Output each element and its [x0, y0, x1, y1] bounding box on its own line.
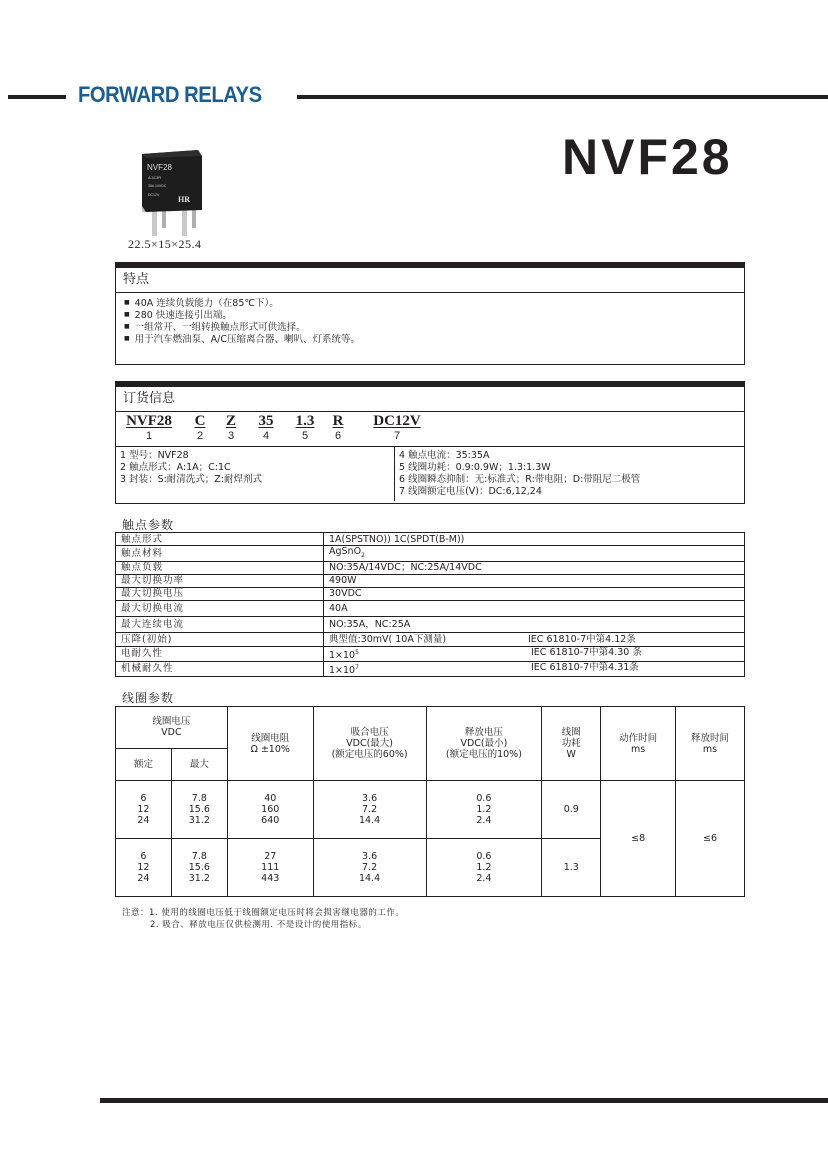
svg-text:DC12V: DC12V — [148, 193, 160, 197]
desc-line: 6 线圈瞬态抑制：无:标准式；R:带电阻；D:带阻尼二极管 — [399, 474, 641, 485]
ordering-section — [115, 381, 745, 504]
desc-line: 1 型号：NVF28 — [120, 450, 189, 461]
feature-item: ■ 40A 连续负载能力（在85℃下）。 — [124, 297, 744, 309]
features-section — [115, 262, 745, 365]
header-pickup-voltage: 吸合电压 VDC(最大) (额定电压的60%) — [313, 707, 426, 781]
operate-time-value: ≤8 — [601, 781, 676, 897]
footer-rule — [100, 1098, 828, 1103]
code-enclosure: Z 3 — [225, 413, 236, 442]
table-row: 最大切换电流 40A — [116, 600, 745, 616]
model-title: NVF28 — [562, 129, 733, 185]
desc-line: 3 封装：S:耐清洗式；Z:耐焊剂式 — [120, 474, 263, 485]
ordering-code-row — [116, 412, 744, 447]
table-row: 触点负载 NO:35A/14VDC；NC:25A/14VDC — [116, 561, 745, 574]
code-model: NVF28 1 — [126, 413, 172, 442]
header-release-time: 释放时间 ms — [676, 707, 745, 781]
ordering-title: 订货信息 — [116, 387, 744, 412]
header-max: 最大 — [171, 749, 227, 781]
desc-line: 5 线圈功耗：0.9:0.9W；1.3:1.3W — [399, 462, 551, 473]
notes-label: 注意： — [122, 908, 150, 918]
svg-text:A 513R: A 513R — [148, 175, 162, 180]
table-row: 触点材料 AgSnO$_2$ — [116, 546, 745, 562]
code-coil-power: 1.3 5 — [295, 413, 315, 442]
table-row: 6 12 24 7.8 15.6 31.2 40 160 640 3.6 7.2 14.4 0.6 1.2 2.4 0.9 ≤8 ≤6 — [116, 781, 745, 839]
header-rule-left — [8, 95, 66, 99]
ordering-desc-right — [395, 447, 644, 501]
desc-line: 7 线圈额定电压(V)：DC:6,12,24 — [399, 486, 542, 497]
code-coil-suppression: R 6 — [332, 413, 344, 442]
table-row: 最大切换电压 30VDC — [116, 587, 745, 600]
standard-ref: IEC 61810-7中第4.30 条 — [531, 646, 642, 658]
table-row: 触点形式 1A(SPSTNO)) 1C(SPDT(B-M)) — [116, 533, 745, 546]
features-title: 特点 — [116, 268, 744, 293]
features-list — [116, 293, 744, 345]
table-row: 机械耐久性 $1\times 10^7$ IEC 61810-7中第4.31条 — [116, 661, 745, 676]
code-contact-current: 35 4 — [258, 413, 274, 442]
notes — [122, 907, 404, 931]
dimensions-label: 22.5×15×25.4 — [128, 237, 202, 251]
release-time-value: ≤6 — [676, 781, 745, 897]
header-coil-resistance: 线圈电阻 Ω ±10% — [227, 707, 313, 781]
svg-text:HR: HR — [178, 195, 190, 204]
note-item: 2. 吸合、释放电压仅供检测用. 不是设计的使用指标。 — [150, 920, 367, 930]
relay-product-image — [136, 148, 206, 238]
feature-item: ■ 一组常开、一组转换触点形式可供选择。 — [124, 321, 744, 333]
header-rule-right — [297, 95, 828, 99]
ordering-desc-left — [116, 447, 395, 501]
feature-item: ■ 用于汽车燃油泵、A/C压缩离合器、喇叭、灯系统等。 — [124, 333, 744, 345]
header-rated: 额定 — [116, 749, 172, 781]
note-item: 1. 使用的线圈电压低于线圈额定电压时将会损害继电器的工作。 — [149, 908, 405, 918]
desc-line: 4 触点电流：35:35A — [399, 450, 490, 461]
coil-params-title: 线圈参数 — [122, 691, 175, 705]
table-row: 电耐久性 $1\times 10^5$ IEC 61810-7中第4.30 条 — [116, 646, 745, 661]
feature-item: ■ 280 快速连接引出端。 — [124, 309, 744, 321]
coil-params-table — [115, 706, 745, 897]
contact-params-title: 触点参数 — [122, 518, 175, 532]
svg-text:NVF28: NVF28 — [147, 163, 172, 172]
table-row: 压降(初始) 典型值:30mV( 10A下测量) IEC 61810-7中第4.12条 — [116, 632, 745, 646]
standard-ref: IEC 61810-7中第4.12条 — [528, 633, 636, 645]
standard-ref: IEC 61810-7中第4.31条 — [531, 661, 639, 673]
ordering-descriptions — [116, 447, 744, 501]
header-coil-power: 线圈 功耗 W — [542, 707, 601, 781]
header-coil-voltage: 线圈电压 VDC — [116, 707, 228, 749]
desc-line: 2 触点形式：A:1A；C:1C — [120, 462, 231, 473]
svg-text:35A 14VDC: 35A 14VDC — [148, 184, 167, 188]
code-contact-form: C 2 — [194, 413, 206, 442]
table-row: 最大连续电流 NO:35A，NC:25A — [116, 616, 745, 632]
brand-title: FORWARD RELAYS — [78, 82, 262, 107]
contact-params-table — [115, 532, 745, 677]
table-row: 最大切换功率 490W — [116, 574, 745, 587]
code-coil-voltage: DC12V 7 — [373, 413, 421, 442]
table-row: 6 12 24 7.8 15.6 31.2 27 111 443 3.6 7.2 14.4 0.6 1.2 2.4 1.3 — [116, 839, 745, 897]
header-operate-time: 动作时间 ms — [601, 707, 676, 781]
header-dropout-voltage: 释放电压 VDC(最小) (额定电压的10%) — [426, 707, 542, 781]
